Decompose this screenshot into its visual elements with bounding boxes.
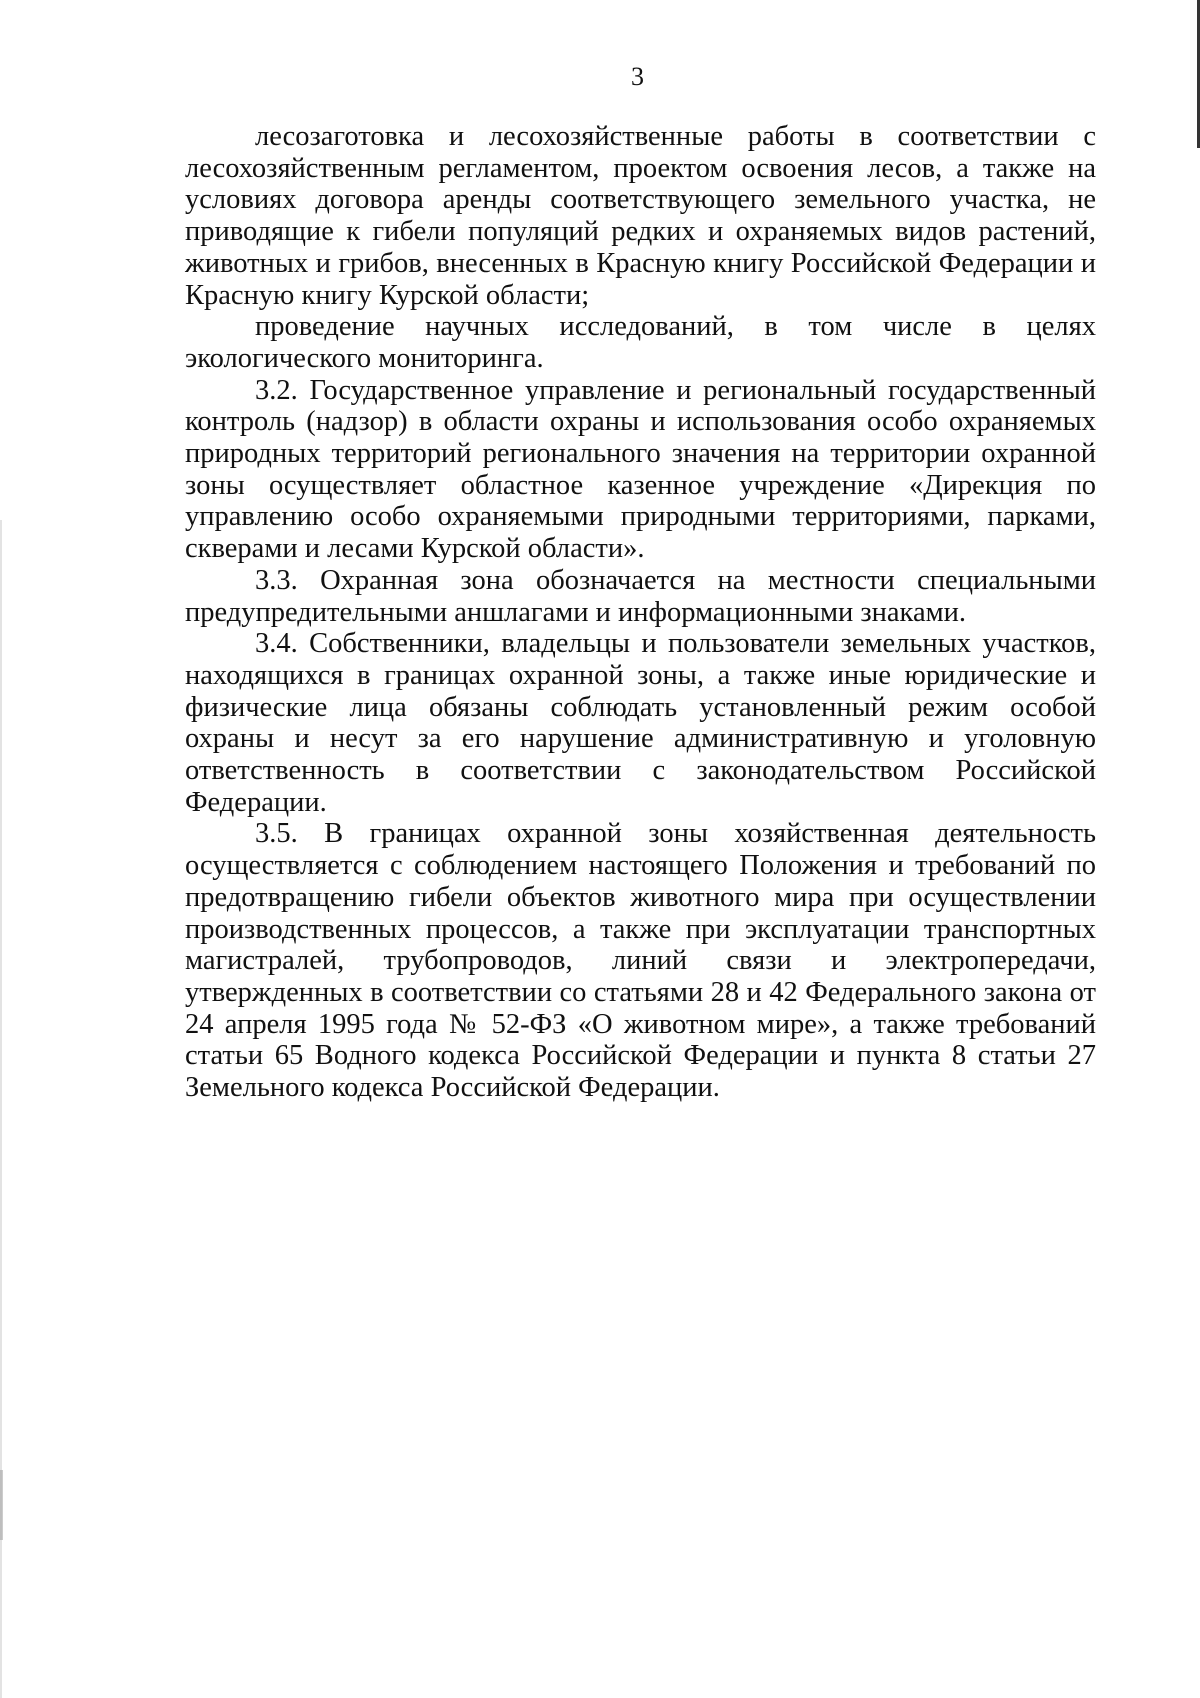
paragraph-3-3: 3.3. Охранная зона обозначается на местности специальными предупредительными аншлагами и информационными знаками.	[185, 564, 1096, 628]
paragraph-logging: лесозаготовка и лесохозяйственные работы в соответствии с лесохозяйственным регламентом, проектом освоения лесов, а также на условиях договора аренды соответствующего земельного участка, не приводящие к гибели популяций редких и охраняемых видов растений, животных и грибов, внесенных в Красную книгу Российской Федерации и Красную книгу Курской области;	[185, 121, 1096, 311]
paragraph-research: проведение научных исследований, в том числе в целях экологического мониторинга.	[185, 311, 1096, 374]
paragraph-3-5: 3.5. В границах охранной зоны хозяйственная деятельность осуществляется с соблюдением настоящего Положения и требований по предотвращению гибели объектов животного мира при осуществлении производственных процессов, а также при эксплуатации транспортных магистралей, трубопроводов, линий связи и электропередачи, утвержденных в соответствии со статьями 28 и 42 Федерального закона от 24 апреля 1995 года № 52-ФЗ «О животном мире», а также требований статьи 65 Водного кодекса Российской Федерации и пункта 8 статьи 27 Земельного кодекса Российской Федерации.	[185, 818, 1096, 1104]
document-body	[185, 121, 1096, 1104]
page-number: 3	[631, 62, 644, 91]
scan-edge-mark-lower	[0, 1470, 3, 1540]
paragraph-3-4: 3.4. Собственники, владельцы и пользователи земельных участков, находящихся в границах охранной зоны, а также иные юридические и физические лица обязаны соблюдать установленный режим особой охраны и несут за его нарушение административную и уголовную ответственность в соответствии с законодательством Российской Федерации.	[185, 628, 1096, 818]
paragraph-3-2: 3.2. Государственное управление и региональный государственный контроль (надзор) в области охраны и использования особо охраняемых природных территорий регионального значения на территории охранной зоны осуществляет областное казенное учреждение «Дирекция по управлению особо охраняемыми природными территориями, парками, скверами и лесами Курской области».	[185, 374, 1096, 565]
